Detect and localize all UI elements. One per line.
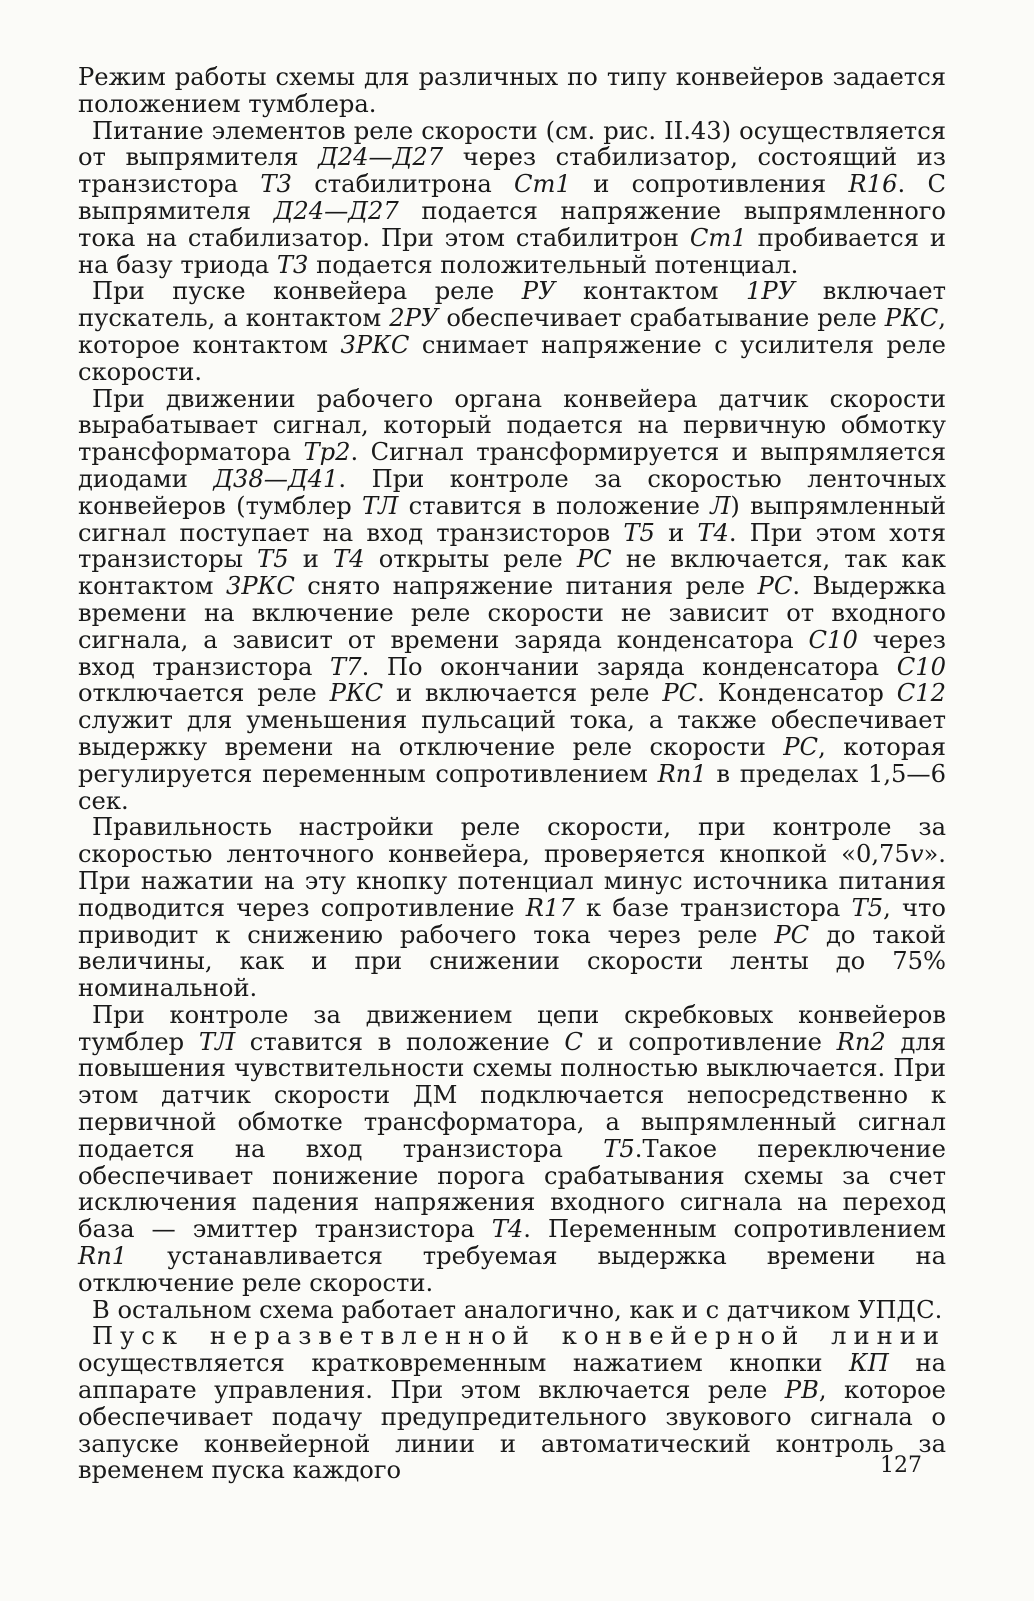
italic-term: R17 [525, 893, 575, 922]
italic-term: РС [757, 572, 793, 601]
italic-term: Т5 [257, 545, 289, 574]
text-run: . Сигнал трансформируется и выпрямляется диодами [78, 438, 946, 493]
italic-term: Т5 [851, 893, 884, 922]
italic-term: 3РКС [340, 330, 410, 359]
italic-term: Т5 [603, 1134, 635, 1163]
italic-term: Т5 [623, 518, 655, 547]
text-run: открыты реле [364, 545, 577, 574]
text-run: , которое контактом [78, 304, 946, 359]
italic-term: РС [662, 679, 698, 708]
italic-term: РУ [521, 277, 556, 306]
italic-term: С10 [896, 652, 946, 681]
italic-term: Д24—Д27 [318, 143, 444, 172]
italic-term: Rп1 [657, 759, 707, 788]
italic-term: Ст1 [514, 170, 571, 199]
text-run: для повышения чувствительности схемы полностью выключается. При этом датчик скорости ДМ подключается непосредственно к первичной обмотке трансформатора, а выпрямленный сигнал подается на вход транзистора [78, 1027, 946, 1163]
text-run: пробивается и на базу триода [78, 223, 946, 279]
italic-term: РКС [884, 304, 939, 333]
paragraph [78, 1323, 946, 1484]
paragraph [78, 1297, 946, 1324]
italic-term: 1РУ [746, 277, 796, 306]
text-run: обеспечивает срабатывание реле [438, 304, 885, 333]
paragraph [78, 118, 946, 279]
italic-term: ТЛ [198, 1027, 236, 1056]
text-run: снимает напряжение с усилителя реле скорости. [78, 330, 946, 386]
paragraph [78, 386, 946, 815]
text-run: подается положительный потенциал. [308, 250, 799, 279]
text-run: через вход транзистора [78, 625, 946, 681]
italic-term: Т4 [697, 518, 729, 547]
text-run: . По окончании заряда конденсатора [361, 652, 897, 681]
spaced-heading: Пуск неразветвленной конвейерной линии [92, 1322, 946, 1351]
text-run: и сопротивления [570, 170, 849, 199]
italic-term: Т3 [276, 250, 309, 279]
italic-term: РКС [329, 679, 384, 708]
text-run: , что приводит к снижению рабочего тока через реле [78, 893, 946, 949]
italic-term: 2РУ [389, 304, 439, 333]
text-run: к базе транзистора [574, 893, 852, 922]
italic-term: Ст1 [689, 223, 747, 252]
italic-term: ТЛ [362, 491, 399, 520]
paragraph [78, 814, 946, 1002]
text-run: , которое обеспечивает подачу предупредительного звукового сигнала о запуске конвейерной линии и автоматический контроль за временем пуска каждого [78, 1376, 946, 1485]
text-run: . При этом хотя транзисторы [78, 518, 946, 574]
text-run: . Конденсатор [697, 679, 897, 708]
italic-term: С10 [808, 625, 858, 654]
italic-term: 3РКС [225, 572, 295, 601]
text-run: . Выдержка времени на включение реле скорости не зависит от входного сигнала, а зависит от времени заряда конденсатора [78, 572, 946, 654]
italic-term: КП [849, 1349, 889, 1378]
text-run: и включается реле [383, 679, 663, 708]
italic-term: Л [710, 491, 731, 520]
text-run: в пределах 1,5—6 сек. [78, 759, 946, 815]
italic-term: Т7 [330, 652, 362, 681]
paragraph [78, 278, 946, 385]
text-run: Правильность настройки реле скорости, при контроле за скоростью ленточного конвейера, проверяется кнопкой «0,75 [78, 813, 946, 869]
italic-term: Rп1 [78, 1242, 128, 1271]
body-text [78, 64, 946, 1484]
italic-term: РС [783, 732, 819, 761]
italic-term: Rп2 [836, 1027, 886, 1056]
italic-term: Тр2 [303, 438, 351, 467]
text-run: При движении рабочего органа конвейера датчик скорости вырабатывает сигнал, который подается на первичную обмотку трансформатора [78, 384, 946, 467]
italic-term: С12 [896, 679, 947, 708]
italic-term: Т4 [491, 1215, 524, 1244]
text-run: , которая регулируется переменным сопротивлением [78, 732, 946, 788]
text-run: до такой величины, как и при снижении скорости ленты до 75% номинальной. [78, 920, 946, 1003]
italic-term: R16 [848, 170, 898, 199]
text-run: отключается реле [78, 679, 330, 708]
text-run: Питание элементов реле скорости (см. рис. II.43) осуществляется от выпрямителя [78, 116, 946, 172]
text-run: на аппарате управления. При этом включается реле [78, 1349, 946, 1405]
text-run: через стабилизатор, состоящий из транзистора [78, 143, 946, 199]
text-run: ) выпрямленный сигнал поступает на вход транзисторов [78, 491, 946, 547]
italic-term: Т4 [333, 545, 365, 574]
text-run: служит для уменьшения пульсаций тока, а также обеспечивает выдержку времени на отключение реле скорости [78, 706, 946, 761]
text-run: ». При нажатии на эту кнопку потенциал минус источника питания подводится через сопротивление [78, 840, 946, 922]
text-run: В остальном схема работает аналогично, как и с датчиком УПДС. [92, 1295, 943, 1324]
text-run: подается напряжение выпрямленного тока на стабилизатор. При этом стабилитрон [78, 196, 946, 252]
paragraph [78, 64, 946, 118]
text-run: . При контроле за скоростью ленточных конвейеров (тумблер [78, 464, 946, 520]
text-run: и сопротивление [582, 1027, 837, 1056]
italic-term: С [564, 1027, 583, 1056]
text-run: и [288, 545, 334, 574]
text-run: осуществляется кратковременным нажатием кнопки [78, 1349, 850, 1378]
italic-term: РВ [784, 1376, 819, 1405]
italic-term: Д24—Д27 [273, 196, 399, 225]
text-run: ставится в положение [398, 491, 711, 520]
text-run: устанавливается требуемая выдержка времени на отключение реле скорости. [78, 1242, 946, 1297]
text-run: .Такое переключение обеспечивает понижение порога срабатывания схемы за счет исключения падения напряжения входного сигнала на переход база — эмиттер транзистора [78, 1134, 946, 1244]
text-run: не включается, так как контактом [78, 545, 947, 601]
text-run: . С выпрямителя [78, 170, 946, 225]
text-run: При контроле за движением цепи скребковых конвейеров тумблер [78, 1000, 946, 1056]
text-run: снято напряжение питания реле [294, 572, 758, 601]
text-run: ставится в положение [235, 1027, 565, 1056]
text-run: включает пускатель, а контактом [78, 277, 946, 333]
text-run: Режим работы схемы для различных по типу конвейеров задается положением тумблера. [78, 63, 946, 118]
italic-term: v [909, 840, 924, 869]
text-run: контактом [555, 277, 747, 306]
italic-term: Д38—Д41 [213, 464, 339, 493]
text-run: При пуске конвейера реле [92, 277, 522, 306]
italic-term: РС [576, 545, 612, 574]
italic-term: Т3 [260, 170, 292, 199]
text-run: стабилитрона [291, 170, 515, 199]
paragraph [78, 1002, 946, 1297]
text-run: . Переменным сопротивлением [523, 1215, 946, 1244]
page-number: 127 [880, 1453, 922, 1478]
text-run: и [654, 518, 698, 547]
italic-term: РС [774, 920, 810, 949]
